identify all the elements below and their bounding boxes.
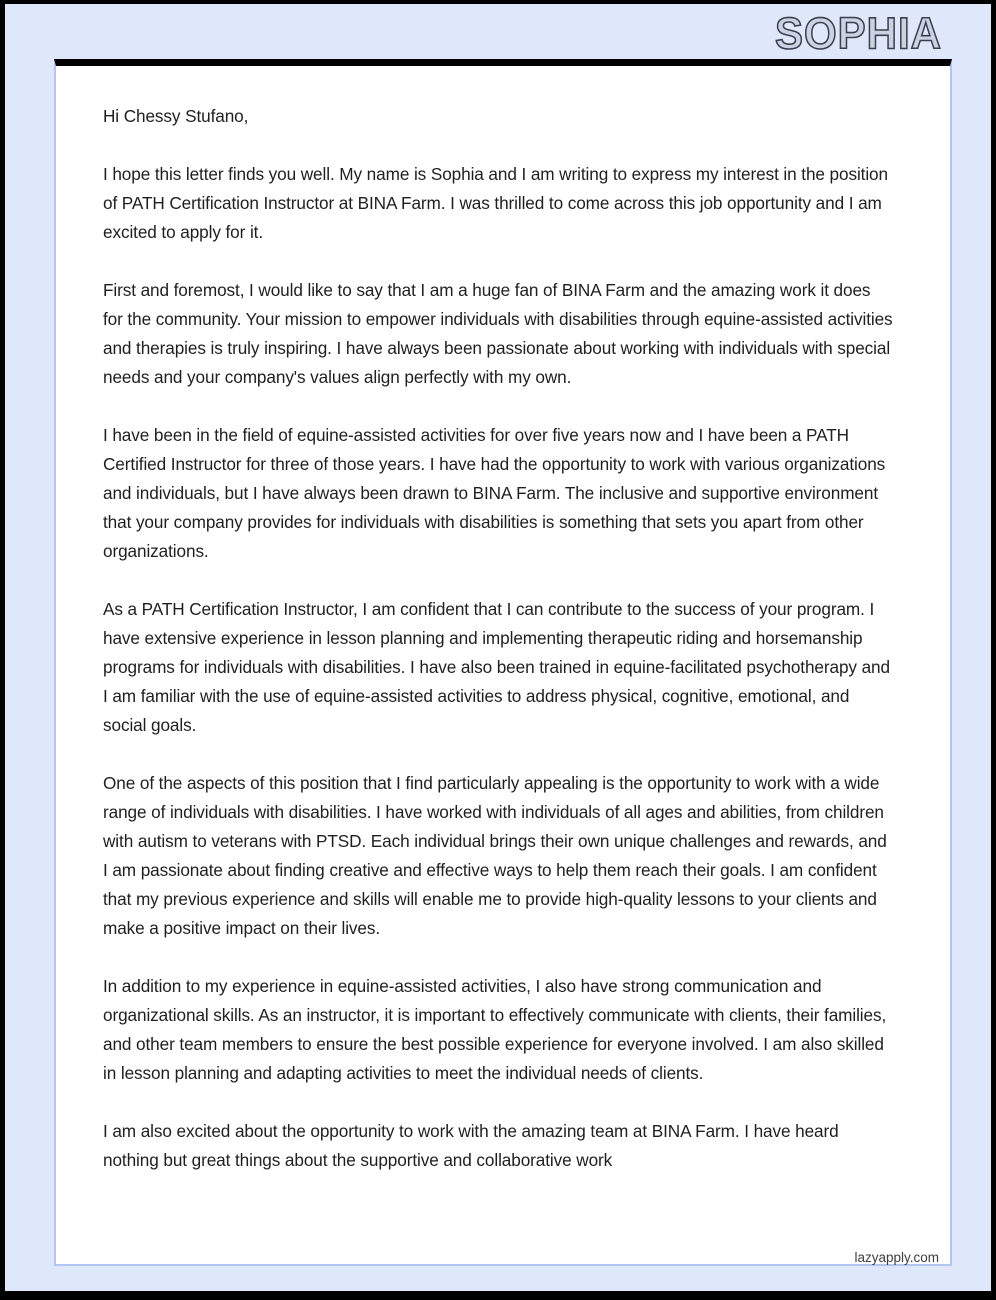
sophia-logo: SOPHIA xyxy=(774,8,942,59)
letter-paragraph-7: I am also excited about the opportunity to work with the amazing team at BINA Farm. I have heard nothing but great things about the supportive and collaborative work xyxy=(103,1121,839,1170)
letter-paragraph-6: In addition to my experience in equine-assisted activities, I also have strong communication and organizational skills. As an instructor, it is important to effectively communicate with clients, their families, and other team members to ensure the best possible experience for everyone involved. I am also skilled in lesson planning and adapting activities to meet the individual needs of clients. xyxy=(103,976,887,1083)
letter-paragraph-4: As a PATH Certification Instructor, I am confident that I can contribute to the success of your program. I have extensive experience in lesson planning and implementing therapeutic riding and horsemanship programs for individuals with disabilities. I have also been trained in equine-facilitated psychotherapy and I am familiar with the use of equine-assisted activities to address physical, cognitive, emotional, and social goals. xyxy=(103,599,890,735)
letter-paragraph-2: First and foremost, I would like to say that I am a huge fan of BINA Farm and the amazing work it does for the community. Your mission to empower individuals with disabilities through equine-assisted activities and therapies is truly inspiring. I have always been passionate about working with individuals with special needs and your company's values align perfectly with my own. xyxy=(103,280,893,387)
letter-page xyxy=(54,59,952,1266)
letter-paragraph-5: One of the aspects of this position that I find particularly appealing is the opportunity to work with a wide range of individuals with disabilities. I have worked with individuals of all ages and abilities, from children with autism to veterans with PTSD. Each individual brings their own unique challenges and rewards, and I am passionate about finding creative and effective ways to help them reach their goals. I am confident that my previous experience and skills will enable me to provide high-quality lessons to your clients and make a positive impact on their lives. xyxy=(103,773,887,938)
letter-body xyxy=(56,66,943,1175)
letter-paragraph-3: I have been in the field of equine-assisted activities for over five years now and I have been a PATH Certified Instructor for three of those years. I have had the opportunity to work with various organizations and individuals, but I have always been drawn to BINA Farm. The inclusive and supportive environment that your company provides for individuals with disabilities is something that sets you apart from other organizations. xyxy=(103,425,886,561)
lazyapply-watermark: lazyapply.com xyxy=(854,1250,939,1265)
letter-paragraph-1: I hope this letter finds you well. My name is Sophia and I am writing to express my interest in the position of PATH Certification Instructor at BINA Farm. I was thrilled to come across this job opportunity and I am excited to apply for it. xyxy=(103,164,888,242)
letter-greeting: Hi Chessy Stufano, xyxy=(103,106,249,126)
